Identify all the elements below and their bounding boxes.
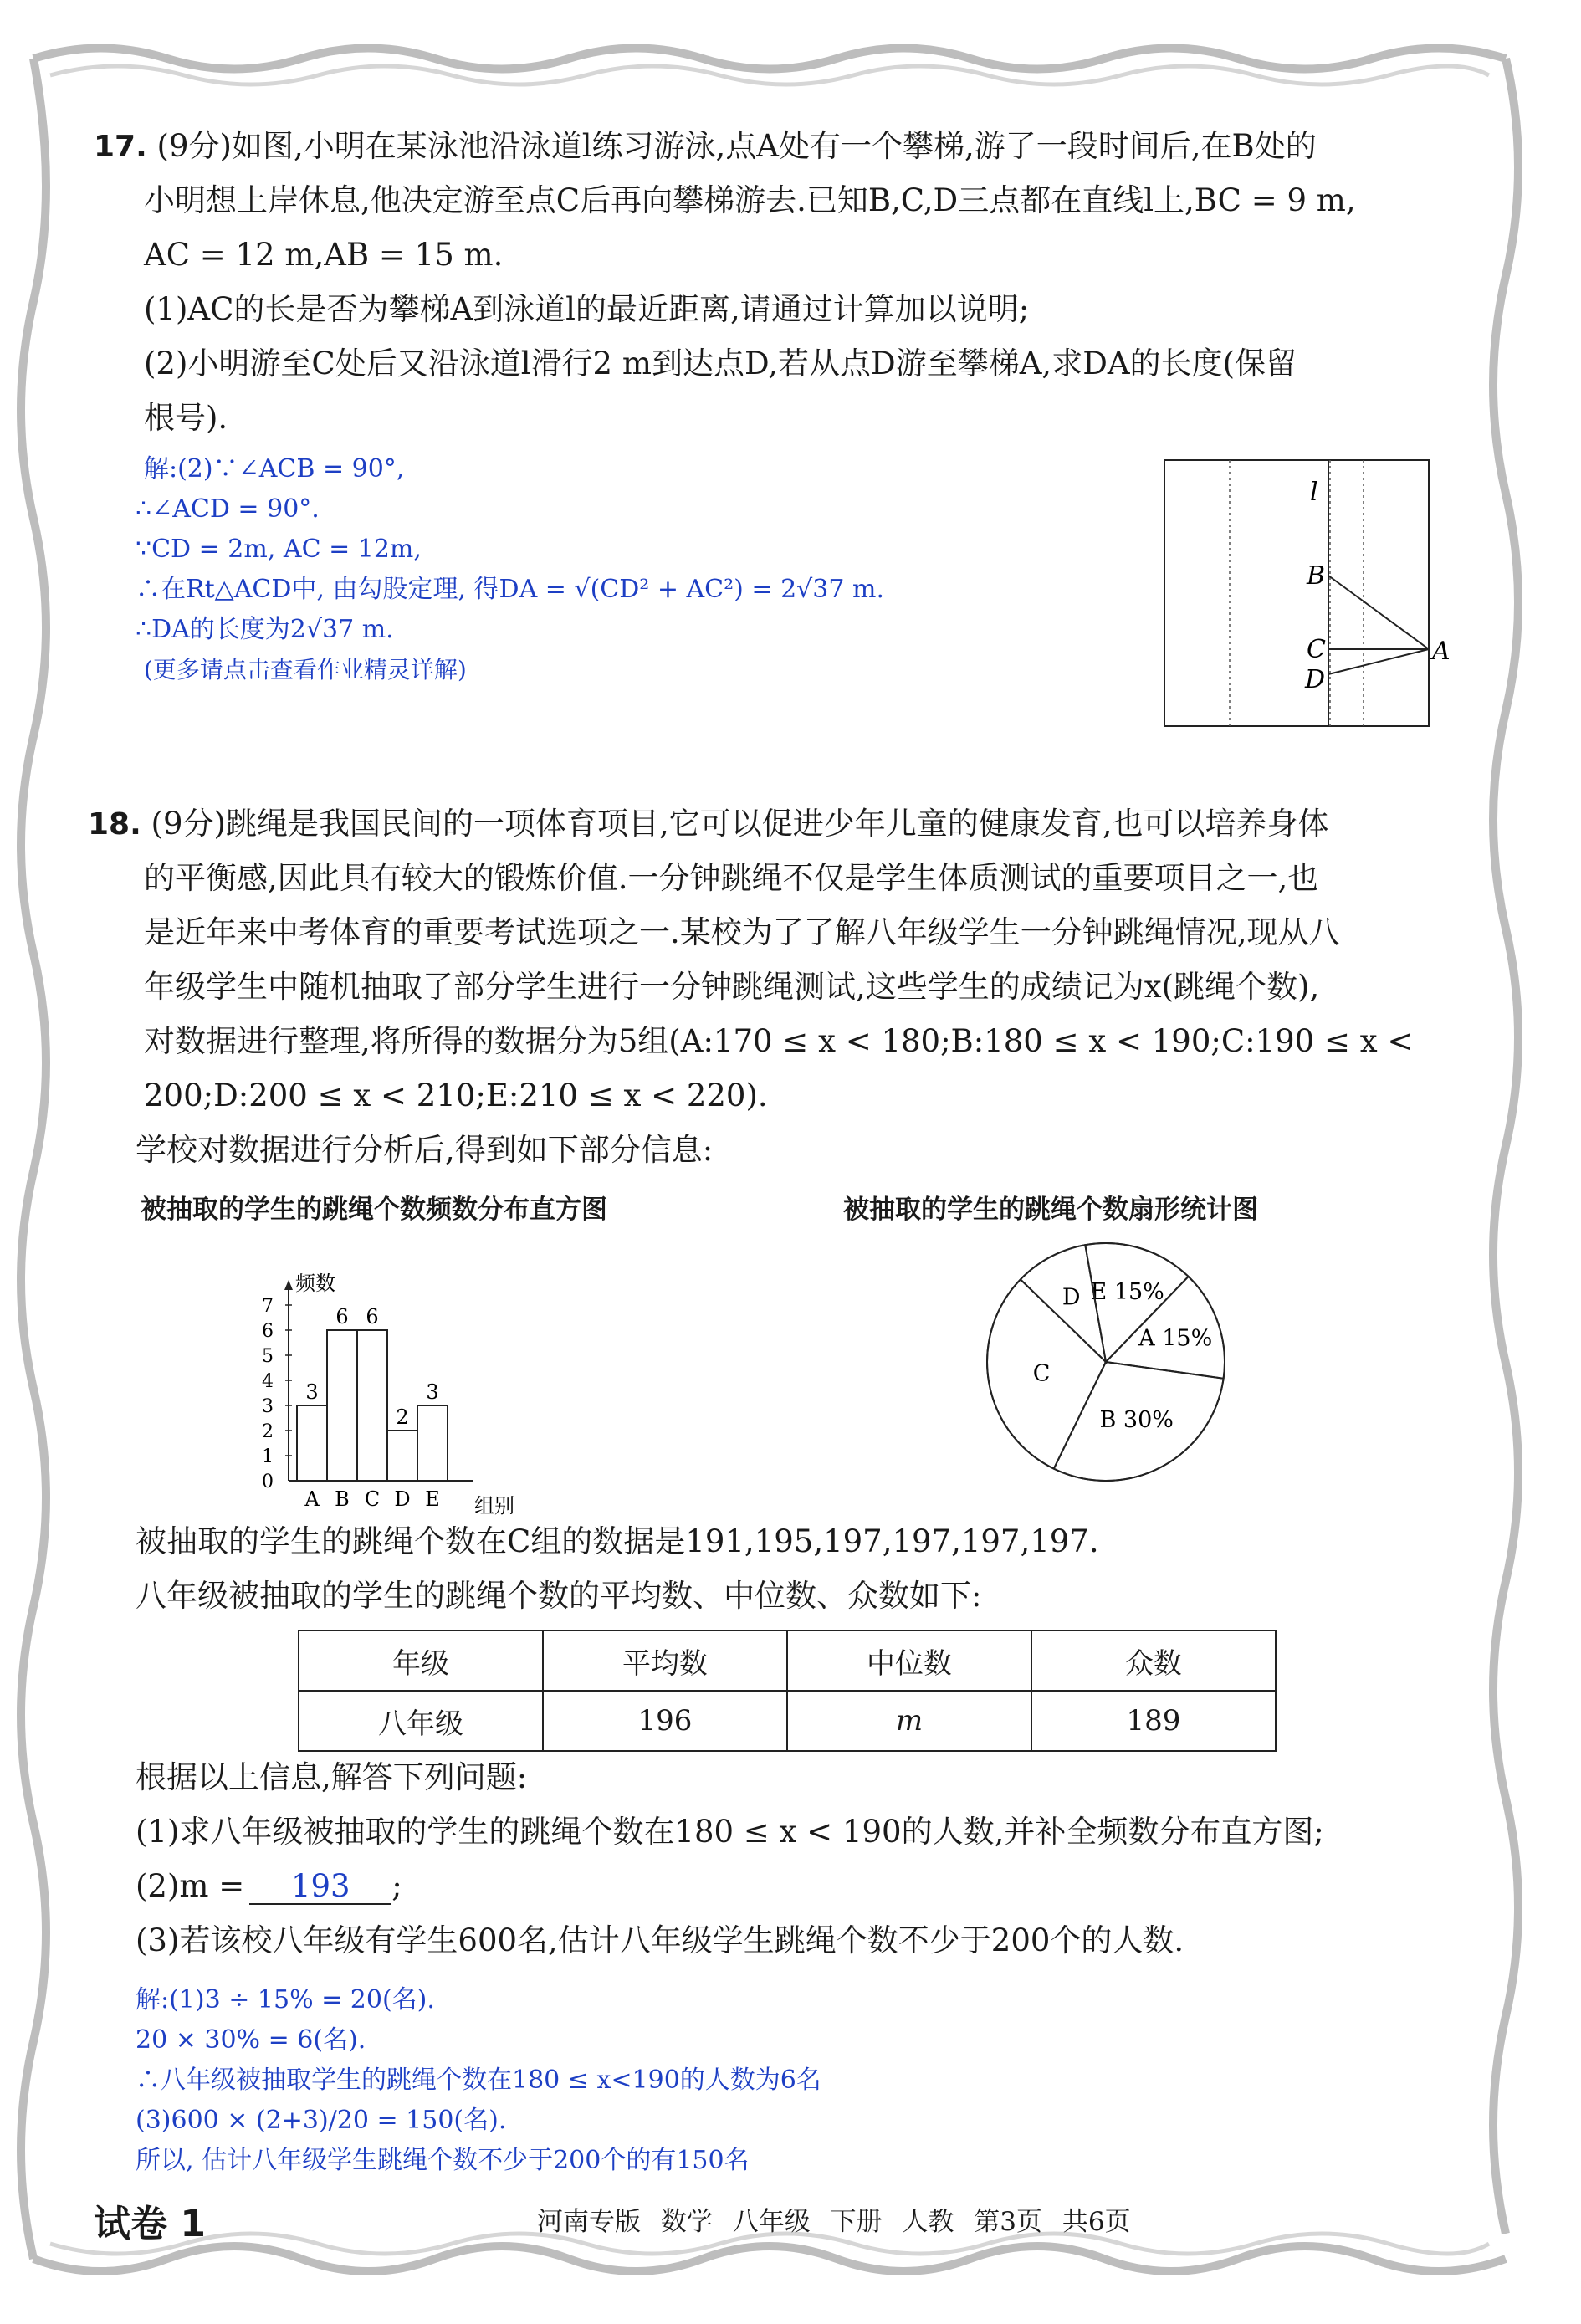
q18-line-6: 200;D:200 ≤ x < 210;E:210 ≤ x < 220). xyxy=(144,1078,768,1113)
q17-line-1: 17. (9分)如图,小明在某泳池沿泳道l练习游泳,点A处有一个攀梯,游了一段时间后,在B处的 xyxy=(94,128,1317,164)
pie-label-A: A 15% xyxy=(1138,1325,1213,1352)
q17-subquestion-1: (1)AC的长是否为攀梯A到泳道l的最近距离,请通过计算加以说明; xyxy=(144,291,1030,327)
segment-AB xyxy=(1328,576,1429,649)
q18-line-7: 学校对数据进行分析后,得到如下部分信息: xyxy=(136,1132,714,1168)
q18-line-4: 年级学生中随机抽取了部分学生进行一分钟跳绳测试,这些学生的成绩记为x(跳绳个数), xyxy=(144,969,1320,1005)
histogram-caption: 被抽取的学生的跳绳个数频数分布直方图 xyxy=(141,1195,607,1225)
y-tick-label: 0 xyxy=(262,1472,274,1492)
pie-label-B: B 30% xyxy=(1099,1407,1174,1433)
c-group-data: 被抽取的学生的跳绳个数在C组的数据是191,195,197,197,197,197. xyxy=(136,1523,1099,1559)
q18-line-5: 对数据进行整理,将所得的数据分为5组(A:170 ≤ x < 180;B:180 ≤ x < 190;C:190 ≤ x < xyxy=(144,1023,1414,1059)
table-header-cell: 平均数 xyxy=(543,1630,787,1691)
y-tick-label: 5 xyxy=(262,1346,274,1367)
x-category-label: A xyxy=(304,1487,320,1511)
histogram-bar-B xyxy=(327,1330,357,1481)
stats-table xyxy=(298,1630,1277,1752)
y-tick-label: 4 xyxy=(262,1371,274,1392)
table-header-cell: 众数 xyxy=(1031,1630,1276,1691)
q18-number: 18. xyxy=(88,807,141,842)
q17-solution-line: 解:(2)∵∠ACB = 90°, xyxy=(144,454,405,484)
more-details-link[interactable]: (更多请点击查看作业精灵详解) xyxy=(144,656,467,683)
bar-value-label: 2 xyxy=(396,1405,409,1429)
y-tick-label: 6 xyxy=(262,1321,274,1342)
histogram-bar-D xyxy=(387,1431,417,1481)
q17-solution-line: ∴DA的长度为2√37 m. xyxy=(136,615,394,644)
histogram-bar-A xyxy=(297,1405,327,1481)
table-cell: 189 xyxy=(1031,1691,1276,1751)
histogram-bar-E xyxy=(417,1405,448,1481)
pie-label-D: D xyxy=(1062,1284,1081,1311)
q17-number: 17. xyxy=(94,130,147,164)
q18-subquestion-2: (2)m = 193 ; xyxy=(136,1868,402,1904)
bar-value-label: 6 xyxy=(335,1305,349,1328)
table-row xyxy=(299,1691,1276,1751)
answer-blank-m[interactable]: 193 xyxy=(249,1870,391,1905)
x-axis-label: 组别 xyxy=(474,1494,514,1518)
y-axis-arrow xyxy=(284,1280,293,1290)
label-D: D xyxy=(1305,665,1326,694)
q18-line-2: 的平衡感,因此具有较大的锻炼价值.一分钟跳绳不仅是学生体质测试的重要项目之一,也 xyxy=(144,860,1319,896)
table-intro: 八年级被抽取的学生的跳绳个数的平均数、中位数、众数如下: xyxy=(136,1578,982,1614)
label-l: l xyxy=(1310,478,1318,507)
bar-value-label: 3 xyxy=(426,1380,439,1404)
pie-label-E: E 15% xyxy=(1090,1278,1164,1305)
table-header-cell: 年级 xyxy=(299,1630,543,1691)
q18-solution-line: 20 × 30% = 6(名). xyxy=(136,2025,366,2055)
paper-number: 试卷 1 xyxy=(94,2203,206,2245)
y-tick-label: 2 xyxy=(262,1421,274,1442)
pie-chart xyxy=(954,1236,1255,1487)
x-category-label: B xyxy=(335,1487,350,1511)
q17-line-3: AC = 12 m,AB = 15 m. xyxy=(144,237,504,273)
footer-info: 河南专版 数学 八年级 下册 人教 第3页 共6页 xyxy=(537,2207,1131,2237)
table-header-row xyxy=(299,1630,1276,1691)
questions-intro: 根据以上信息,解答下列问题: xyxy=(136,1759,528,1795)
q18-subquestion-3: (3)若该校八年级有学生600名,估计八年级学生跳绳个数不少于200个的人数. xyxy=(136,1922,1184,1958)
x-category-label: C xyxy=(364,1487,381,1511)
q18-solution-line: ∴八年级被抽取学生的跳绳个数在180 ≤ x<190的人数为6名 xyxy=(136,2065,821,2095)
x-category-label: D xyxy=(394,1487,411,1511)
y-axis-label: 频数 xyxy=(295,1272,335,1295)
table-cell: 196 xyxy=(543,1691,787,1751)
table-header-cell: 中位数 xyxy=(787,1630,1031,1691)
q17-line-6: 根号). xyxy=(144,400,228,436)
q18-solution-line: 所以, 估计八年级学生跳绳个数不少于200个的有150名 xyxy=(136,2146,750,2175)
pool-outline xyxy=(1164,460,1429,726)
table-cell: 八年级 xyxy=(299,1691,543,1751)
table-cell: m xyxy=(787,1691,1031,1751)
q17-subquestion-2: (2)小明游至C处后又沿泳道l滑行2 m到达点D,若从点D游至攀梯A,求DA的长度(保留 xyxy=(144,346,1297,381)
x-category-label: E xyxy=(425,1487,440,1511)
label-A: A xyxy=(1432,637,1451,666)
q17-line-2: 小明想上岸休息,他决定游至点C后再向攀梯游去.已知B,C,D三点都在直线l上,BC = 9 m, xyxy=(144,182,1356,218)
histogram-bar-C xyxy=(357,1330,387,1481)
pie-label-C: C xyxy=(1032,1360,1051,1387)
frequency-histogram xyxy=(238,1236,540,1518)
bar-value-label: 3 xyxy=(305,1380,319,1404)
y-tick-label: 7 xyxy=(262,1296,274,1317)
bar-value-label: 6 xyxy=(366,1305,379,1328)
pie-caption: 被抽取的学生的跳绳个数扇形统计图 xyxy=(843,1195,1258,1225)
segment-AD xyxy=(1328,649,1429,674)
q18-line-1: 18. (9分)跳绳是我国民间的一项体育项目,它可以促进少年儿童的健康发育,也可以培养身体 xyxy=(88,806,1329,842)
q17-pool-figure xyxy=(1163,458,1451,730)
q17-solution-line: ∴∠ACD = 90°. xyxy=(136,494,320,524)
q17-solution-line: ∴在Rt△ACD中, 由勾股定理, 得DA = √(CD² + AC²) = 2√37 m. xyxy=(136,575,884,604)
label-B: B xyxy=(1307,561,1326,591)
q18-solution-line: (3)600 × (2+3)/20 = 150(名). xyxy=(136,2106,507,2135)
q17-solution-line: ∵CD = 2m, AC = 12m, xyxy=(136,535,422,564)
q18-subquestion-1: (1)求八年级被抽取的学生的跳绳个数在180 ≤ x < 190的人数,并补全频数分布直方图; xyxy=(136,1814,1324,1850)
label-C: C xyxy=(1307,635,1326,664)
y-tick-label: 3 xyxy=(262,1396,274,1417)
q18-line-3: 是近年来中考体育的重要考试选项之一.某校为了了解八年级学生一分钟跳绳情况,现从八 xyxy=(144,914,1340,950)
y-tick-label: 1 xyxy=(262,1446,274,1467)
q18-solution-line: 解:(1)3 ÷ 15% = 20(名). xyxy=(136,1985,435,2014)
